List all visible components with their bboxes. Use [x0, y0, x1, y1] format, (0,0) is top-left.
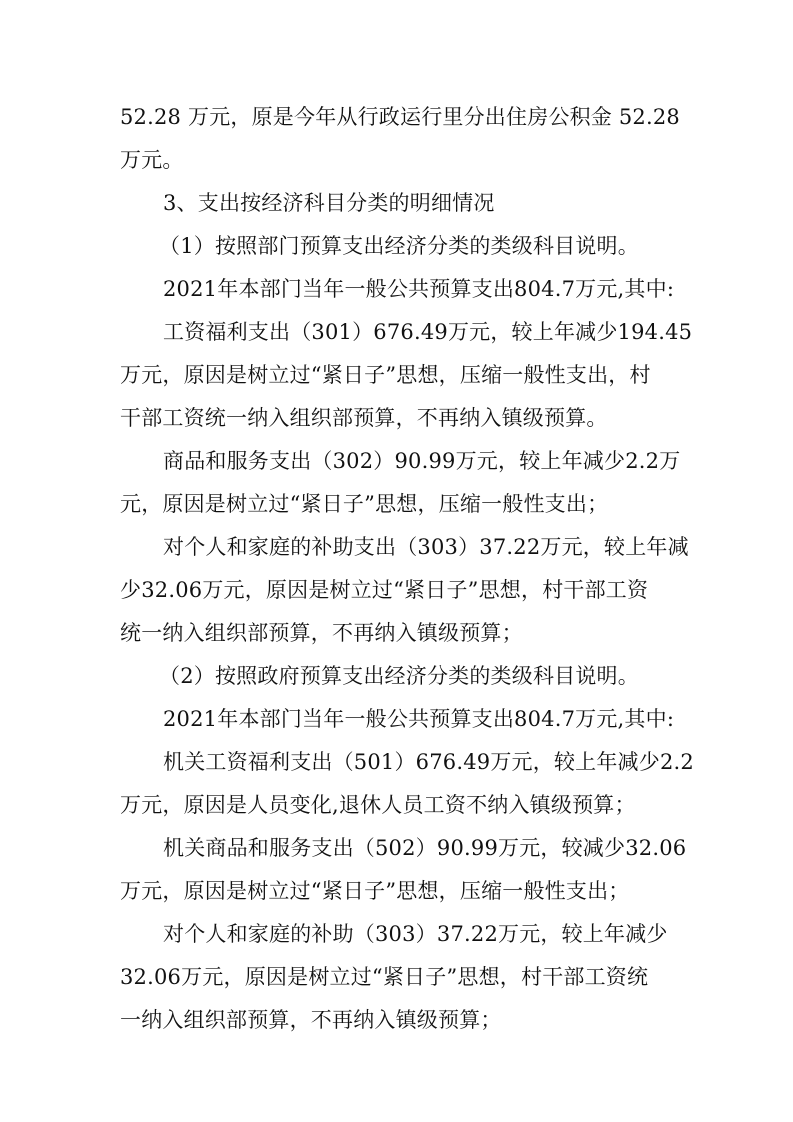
body-text-line: 机关商品和服务支出（502）90.99万元，较减少32.06 [163, 836, 687, 860]
body-text-line: 32.06万元，原因是树立过“紧日子”思想，村干部工资统 [120, 965, 649, 989]
body-text-line: 商品和服务支出（302）90.99万元，较上年减少2.2万 [163, 449, 681, 473]
body-text-line: 52.28 万元，原是今年从行政运行里分出住房公积金 52.28 [120, 105, 680, 129]
body-text-line: 干部工资统一纳入组织部预算，不再纳入镇级预算。 [120, 406, 608, 430]
body-text-line: 工资福利支出（301）676.49万元，较上年减少194.45 [163, 320, 693, 344]
body-text-line: 2021年本部门当年一般公共预算支出804.7万元,其中: [163, 707, 675, 731]
body-text-line: 机关工资福利支出（501）676.49万元，较上年减少2.2 [163, 750, 694, 774]
body-text-line: 元，原因是树立过“紧日子”思想，压缩一般性支出； [120, 492, 609, 516]
body-text-line: 2021年本部门当年一般公共预算支出804.7万元,其中: [163, 277, 675, 301]
body-text-line: 少32.06万元，原因是树立过“紧日子”思想，村干部工资 [120, 578, 649, 602]
body-text-line: 对个人和家庭的补助支出（303）37.22万元，较上年减 [163, 535, 689, 559]
body-text-line: 万元。 [120, 148, 184, 172]
body-text-line: 万元，原因是树立过“紧日子”思想，压缩一般性支出，村 [120, 363, 651, 387]
body-text-line: 万元，原因是树立过“紧日子”思想，压缩一般性支出； [120, 879, 630, 903]
body-text-line: 万元，原因是人员变化,退休人员工资不纳入镇级预算； [120, 793, 636, 817]
subsection-heading: （1）按照部门预算支出经济分类的类级科目说明。 [159, 234, 639, 258]
body-text-line: 一纳入组织部预算，不再纳入镇级预算； [120, 1008, 502, 1032]
body-text-line: 统一纳入组织部预算，不再纳入镇级预算； [120, 621, 523, 645]
section-heading: 3、支出按经济科目分类的明细情况 [163, 191, 495, 215]
subsection-heading: （2）按照政府预算支出经济分类的类级科目说明。 [159, 664, 639, 688]
body-text-line: 对个人和家庭的补助（303）37.22万元，较上年减少 [163, 922, 668, 946]
